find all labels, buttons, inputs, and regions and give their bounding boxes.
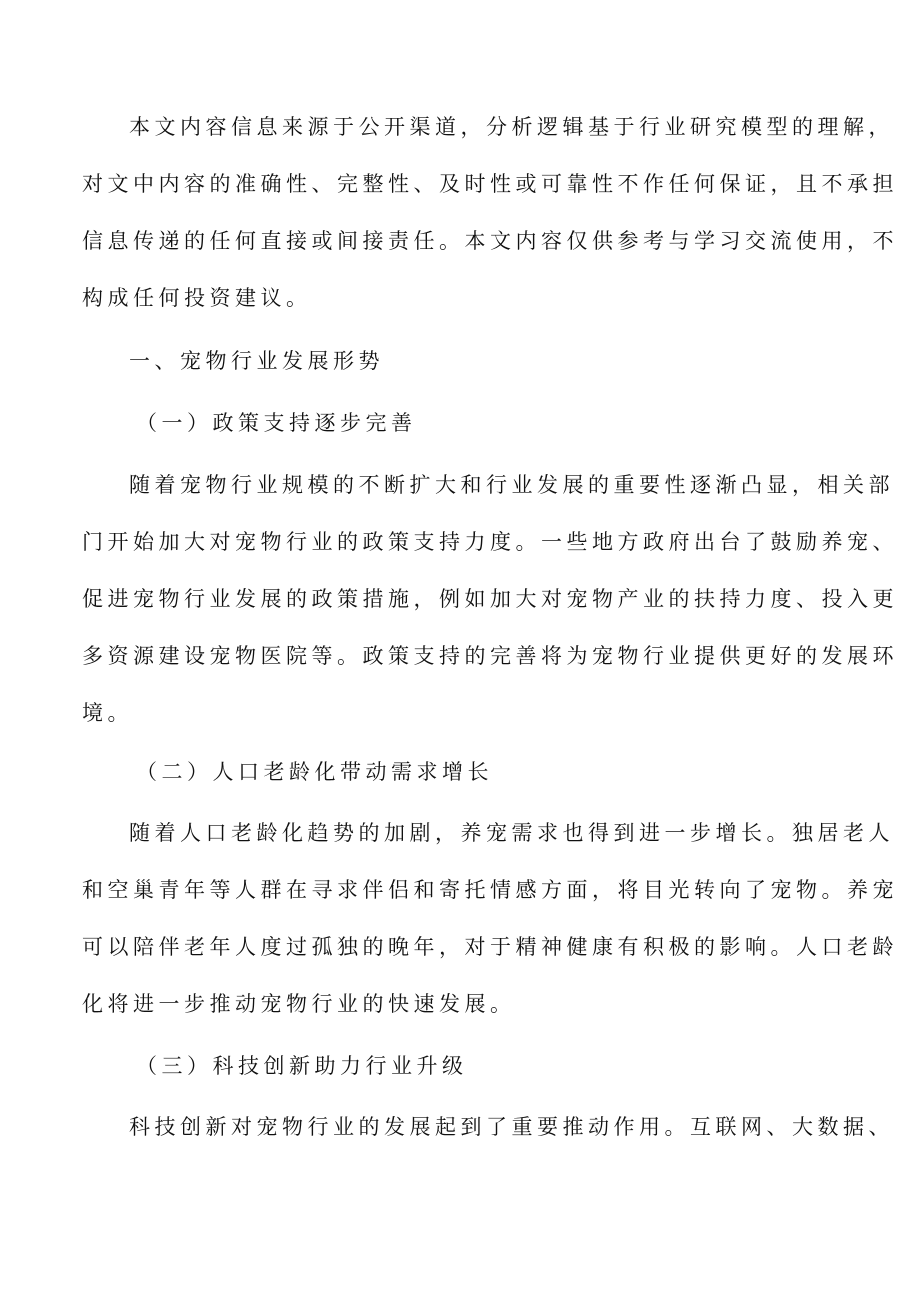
subsection-heading: （一）政策支持逐步完善 xyxy=(136,411,417,435)
subsection-heading: （二）人口老龄化带动需求增长 xyxy=(136,760,493,784)
paragraph-line: 本文内容信息来源于公开渠道，分析逻辑基于行业研究模型的理解， xyxy=(129,115,894,139)
paragraph-line: 化将进一步推动宠物行业的快速发展。 xyxy=(82,992,516,1016)
paragraph-line: 可以陪伴老年人度过孤独的晚年，对于精神健康有积极的影响。人口老龄 xyxy=(82,935,898,959)
subsection-heading: （三）科技创新助力行业升级 xyxy=(136,1054,468,1078)
paragraph-line: 科技创新对宠物行业的发展起到了重要推动作用。互联网、大数据、 xyxy=(129,1115,894,1139)
paragraph-line: 随着宠物行业规模的不断扩大和行业发展的重要性逐渐凸显，相关部 xyxy=(129,473,894,497)
paragraph-line: 构成任何投资建议。 xyxy=(82,286,312,310)
paragraph-line: 随着人口老龄化趋势的加剧，养宠需求也得到进一步增长。独居老人 xyxy=(129,821,894,845)
paragraph-line: 对文中内容的准确性、完整性、及时性或可靠性不作任何保证，且不承担 xyxy=(82,172,898,196)
paragraph-line: 促进宠物行业发展的政策措施，例如加大对宠物产业的扶持力度、投入更 xyxy=(82,587,898,611)
paragraph-line: 门开始加大对宠物行业的政策支持力度。一些地方政府出台了鼓励养宠、 xyxy=(82,530,898,554)
paragraph-line: 境。 xyxy=(82,701,133,725)
paragraph-line: 和空巢青年等人群在寻求伴侣和寄托情感方面，将目光转向了宠物。养宠 xyxy=(82,878,898,902)
paragraph-line: 多资源建设宠物医院等。政策支持的完善将为宠物行业提供更好的发展环 xyxy=(82,644,898,668)
paragraph-line: 信息传递的任何直接或间接责任。本文内容仅供参考与学习交流使用，不 xyxy=(82,229,898,253)
section-heading: 一、宠物行业发展形势 xyxy=(129,349,384,373)
